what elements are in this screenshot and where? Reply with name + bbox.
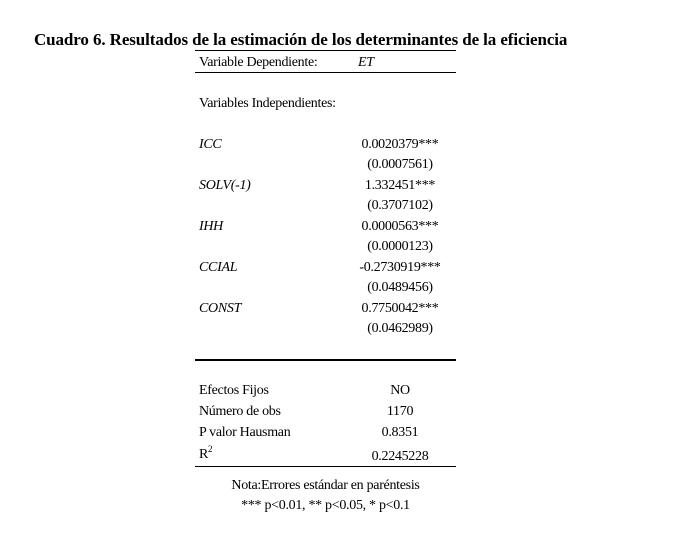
std-error-solv: (0.3707102) — [367, 198, 433, 213]
stat-label-obs: Número de obs — [199, 404, 281, 419]
r-squared-exponent: 2 — [208, 444, 213, 454]
std-error-ihh: (0.0000123) — [367, 239, 433, 254]
variable-label-solv: SOLV(-1) — [199, 178, 251, 193]
std-error-ccial: (0.0489456) — [367, 280, 433, 295]
table-title: Cuadro 6. Resultados de la estimación de los determinantes de la eficiencia — [34, 30, 568, 49]
stat-label-hausman: P valor Hausman — [199, 425, 291, 440]
dependent-variable-label: Variable Dependiente: — [199, 55, 318, 70]
variable-label-ccial: CCIAL — [199, 260, 238, 275]
stat-value-hausman: 0.8351 — [381, 425, 419, 440]
note-significance: *** p<0.01, ** p<0.05, * p<0.1 — [241, 498, 410, 513]
stat-label-r-squared — [199, 444, 213, 463]
std-error-icc: (0.0007561) — [367, 157, 433, 172]
bottom-rule — [195, 466, 456, 467]
std-error-const: (0.0462989) — [367, 321, 433, 336]
coefficient-icc: 0.0020379*** — [361, 137, 439, 152]
coefficient-const: 0.7750042*** — [361, 301, 439, 316]
stat-label-fixed-effects: Efectos Fijos — [199, 383, 269, 398]
stat-value-obs: 1170 — [386, 404, 414, 419]
stat-value-r-squared: 0.2245228 — [371, 449, 429, 464]
variable-label-ihh: IHH — [199, 219, 223, 234]
coefficient-ihh: 0.0000563*** — [361, 219, 439, 234]
stat-value-fixed-effects: NO — [390, 383, 410, 398]
independent-variables-heading: Variables Independientes: — [199, 96, 336, 111]
coefficient-solv: 1.332451*** — [364, 178, 436, 193]
top-rule — [195, 50, 456, 51]
coefficient-ccial: -0.2730919*** — [359, 260, 441, 275]
variable-label-const: CONST — [199, 301, 242, 316]
body-rule — [195, 359, 456, 361]
note-standard-errors: Nota:Errores estándar en paréntesis — [231, 478, 420, 493]
variable-label-icc: ICC — [199, 137, 222, 152]
r-squared-base: R — [199, 447, 209, 462]
dependent-variable-value: ET — [358, 55, 374, 70]
header-rule — [195, 72, 456, 73]
